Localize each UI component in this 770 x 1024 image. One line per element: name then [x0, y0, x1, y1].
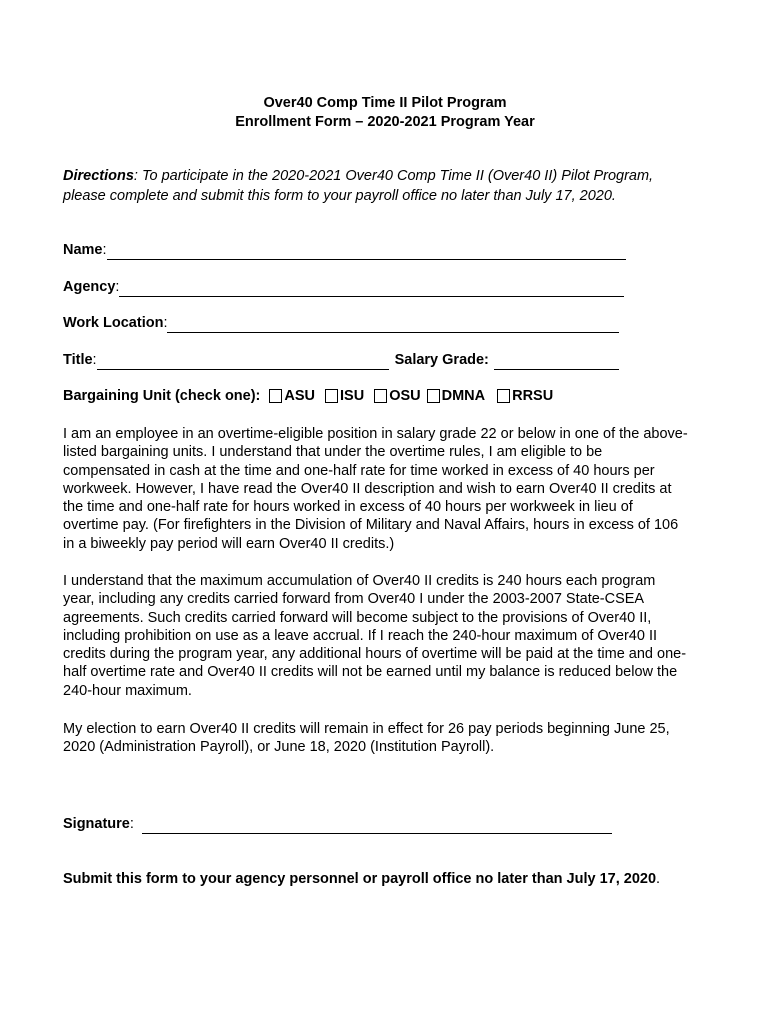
option-osu: OSU — [389, 388, 421, 404]
option-isu: ISU — [340, 388, 365, 404]
bargaining-unit-label: Bargaining Unit (check one): — [63, 388, 261, 404]
signature-label: Signature — [63, 816, 130, 832]
title-input-line[interactable] — [97, 354, 389, 370]
directions-text: : To participate in the 2020-2021 Over40 Comp Time II (Over40 II) Pilot Program, please complete and submit this form to your payroll office no later than July 17, 2020. — [63, 168, 654, 204]
eligibility-paragraph: I am an employee in an overtime-eligible position in salary grade 22 or below in one of the above-listed bargaining units. I understand that under the overtime rules, I am eligible to be compensated in cash at the time and one-half rate for time worked in excess of 40 hours per workweek. However, I have read the Over40 II description and wish to earn Over40 II credits at the time and one-half rate for hours worked in excess of 40 hours per workweek in lieu of overtime pay. (For firefighters in the Division of Military and Naval Affairs, hours in excess of 106 in a biweekly pay period will earn Over40 II credits.) — [63, 426, 688, 552]
accumulation-paragraph: I understand that the maximum accumulation of Over40 II credits is 240 hours each program year, including any credits carried forward from Over40 I under the 2003-2007 State-CSEA agreements. Such credits carried forward will become subject to the provisions of Over40 II, including prohibition on use as a leave accrual. If I reach the 240-hour maximum of Over40 II credits during the program year, any additional hours of overtime will be paid at the time and one-half overtime rate and Over40 II credits will not be earned until my balance is reduced below the 240-hour maximum. — [63, 573, 687, 699]
salary-grade-input-line[interactable] — [494, 354, 619, 370]
submit-text: Submit this form to your agency personnel or payroll office no later than July 17, 2020 — [63, 871, 657, 887]
name-label: Name — [63, 242, 103, 258]
work-location-input-line[interactable] — [167, 317, 619, 333]
checkbox-isu[interactable] — [325, 389, 338, 403]
checkbox-rrsu[interactable] — [497, 389, 510, 403]
name-input-line[interactable] — [107, 244, 626, 260]
option-rrsu: RRSU — [512, 388, 554, 404]
agency-field[interactable]: Agency: — [63, 277, 624, 297]
bargaining-unit-row — [63, 386, 556, 406]
option-dmna: DMNA — [441, 388, 486, 404]
directions-block — [63, 166, 663, 206]
option-asu: ASU — [284, 388, 316, 404]
election-paragraph: My election to earn Over40 II credits will remain in effect for 26 pay periods beginning June 25, 2020 (Administration Payroll), or June 18, 2020 (Institution Payroll). — [63, 721, 670, 756]
agency-input-line[interactable] — [119, 281, 624, 297]
title-field[interactable]: Title: Salary Grade: — [63, 350, 619, 370]
name-field[interactable]: Name: — [63, 240, 626, 260]
checkbox-osu[interactable] — [374, 389, 387, 403]
submit-instruction — [63, 870, 683, 889]
agency-label: Agency — [63, 279, 116, 295]
checkbox-asu[interactable] — [269, 389, 282, 403]
signature-field[interactable]: Signature: — [63, 814, 612, 834]
salary-grade-label: Salary Grade: — [394, 352, 489, 368]
submit-period: . — [656, 871, 661, 887]
signature-input-line[interactable] — [142, 818, 612, 834]
directions-label: Directions — [63, 168, 134, 184]
title-label: Title — [63, 352, 93, 368]
checkbox-dmna[interactable] — [427, 389, 440, 403]
work-location-label: Work Location — [63, 315, 164, 331]
form-subtitle: Enrollment Form – 2020-2021 Program Year — [235, 114, 535, 130]
form-title: Over40 Comp Time II Pilot Program — [263, 95, 507, 111]
work-location-field[interactable]: Work Location: — [63, 313, 619, 333]
